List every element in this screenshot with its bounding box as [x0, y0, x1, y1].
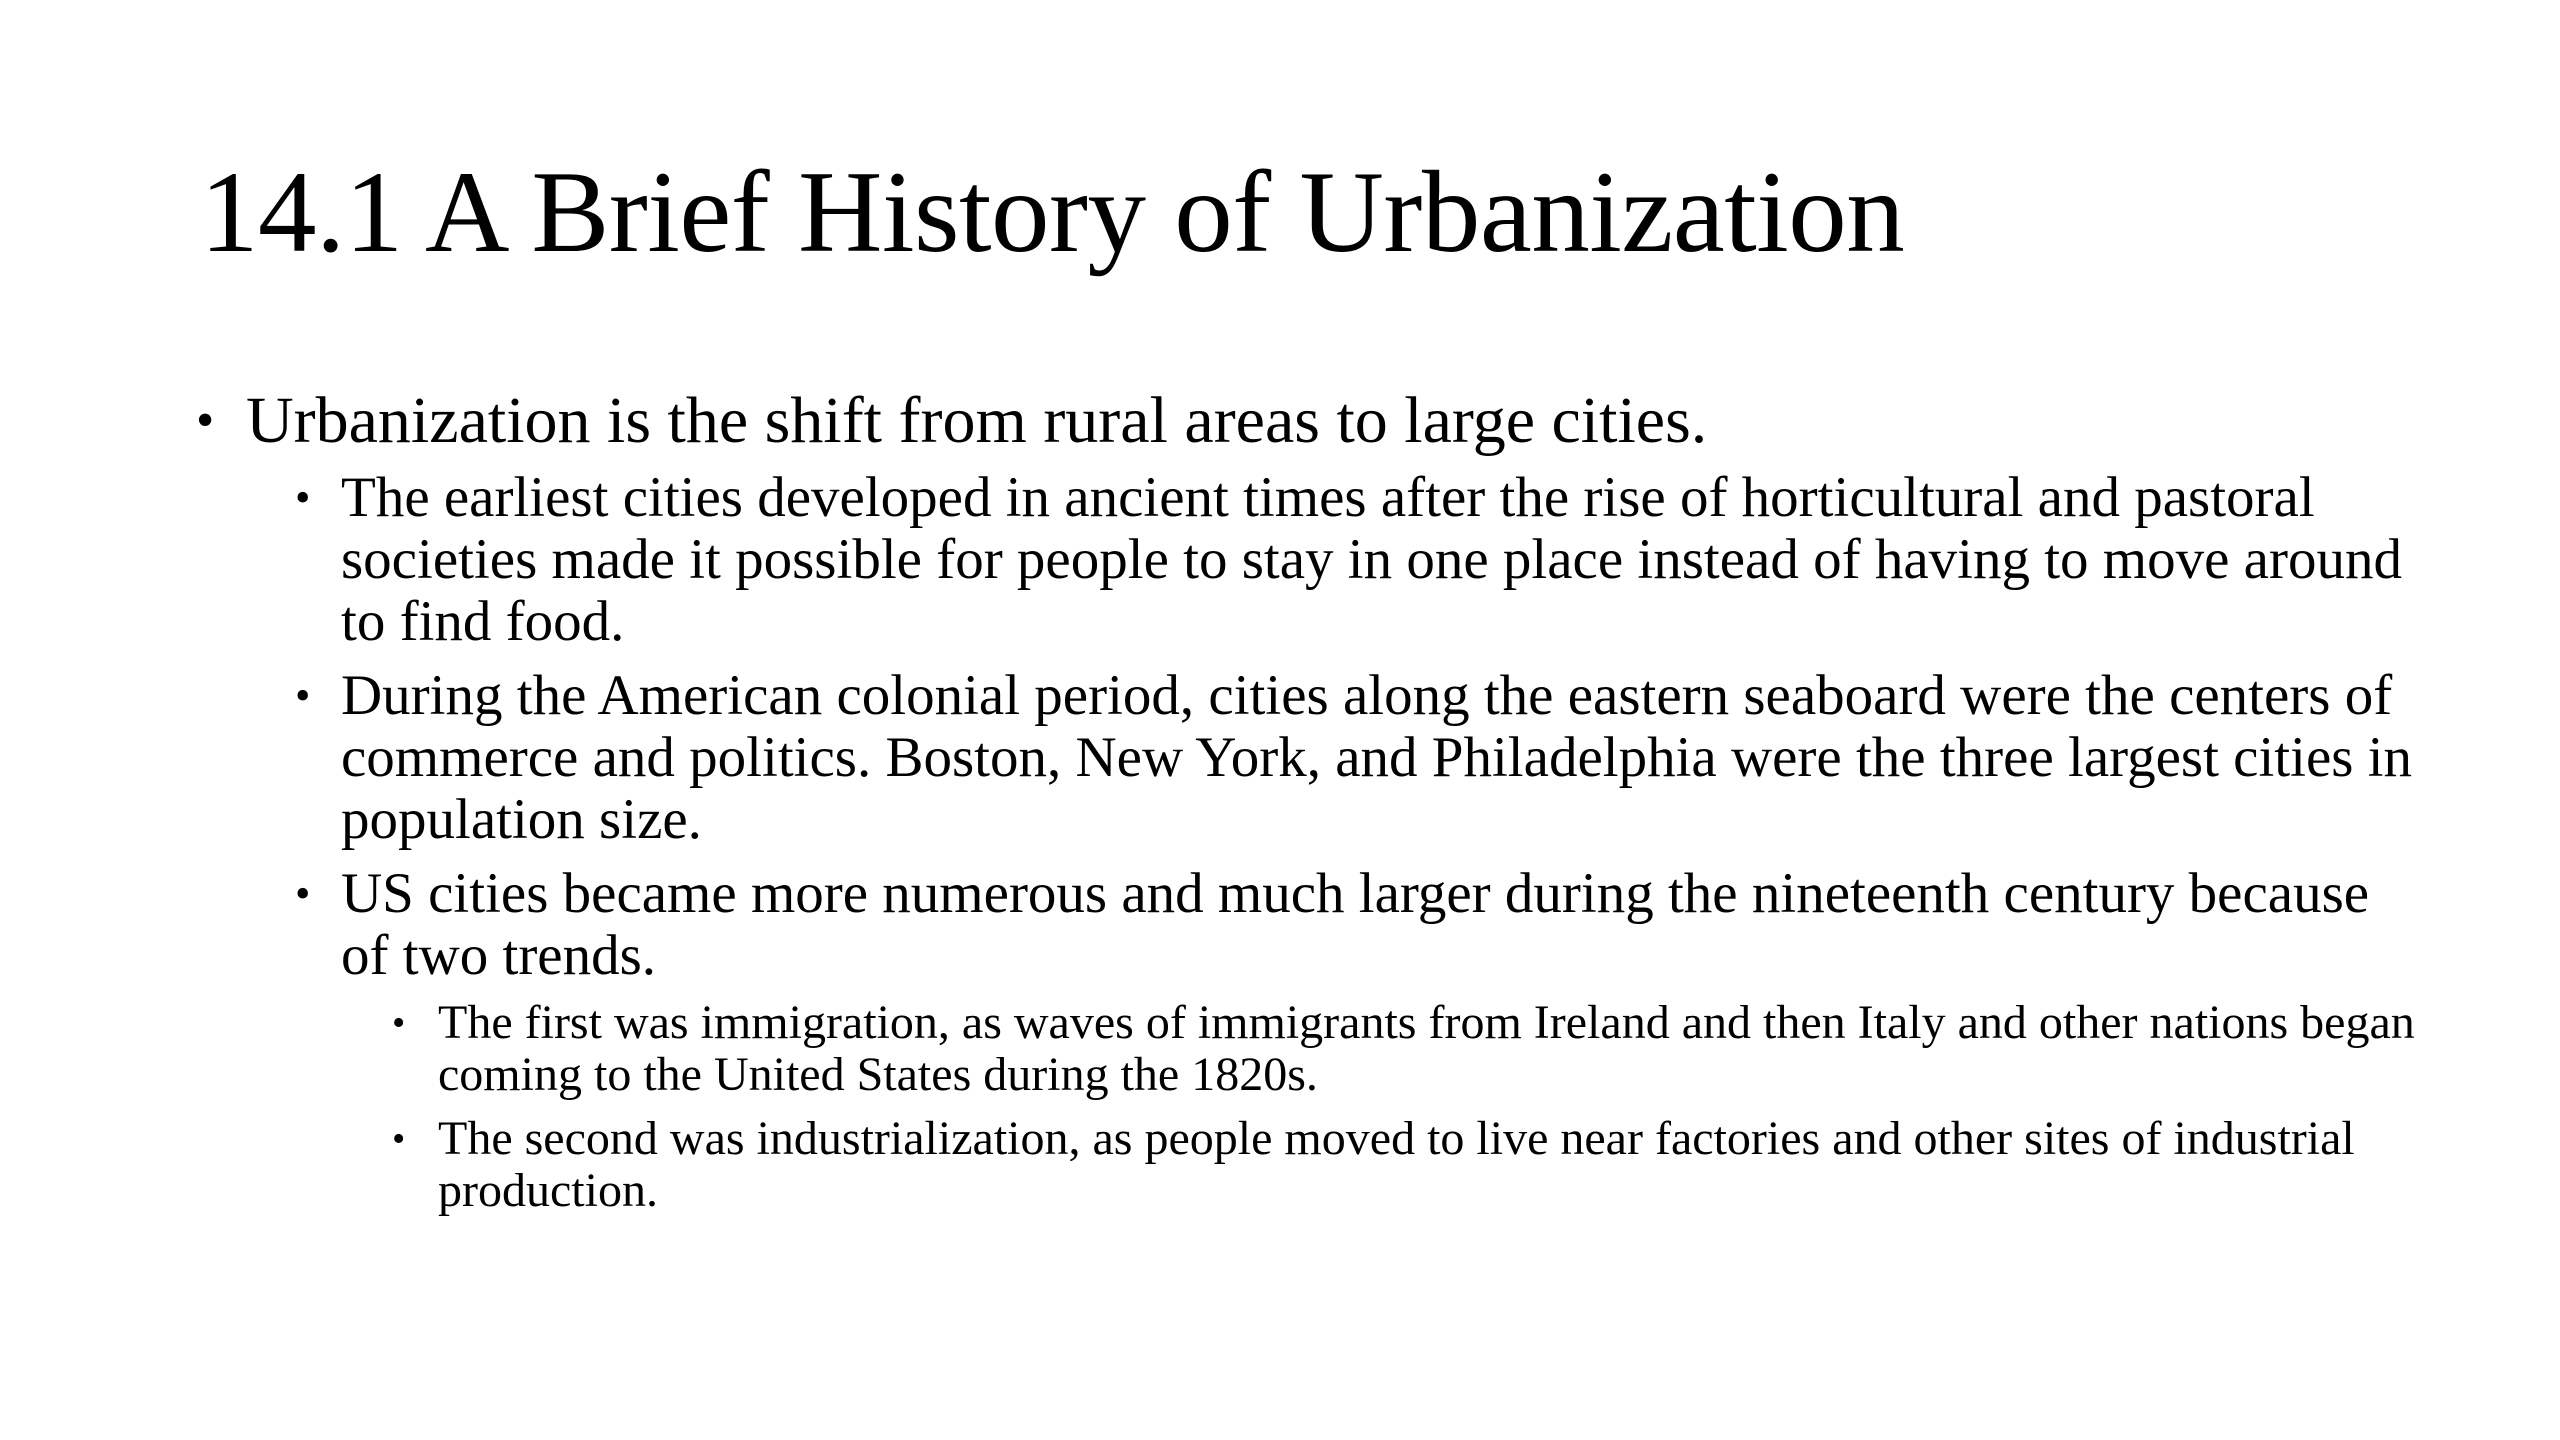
bullet-level-3	[392, 997, 2560, 1101]
bullet-level-1	[196, 383, 2560, 459]
slide-body	[0, 383, 2560, 1217]
bullet-text: During the American colonial period, cities along the eastern seaboard were the centers of commerce and politics. Boston, New York, and Philadelphia were the three largest cities in population size.	[341, 664, 2413, 851]
bullet-level-2	[295, 467, 2560, 653]
bullet-level-2	[295, 665, 2560, 851]
bullet-level-2	[295, 863, 2560, 987]
bullet-text: The second was industrialization, as people moved to live near factories and other sites of industrial production.	[438, 1112, 2355, 1217]
bullet-dot-icon: •	[196, 392, 215, 449]
slide-title: 14.1 A Brief History of Urbanization	[200, 148, 1905, 277]
bullet-text: US cities became more numerous and much larger during the nineteenth century because of two trends.	[341, 862, 2370, 987]
bullet-text: The earliest cities developed in ancient times after the rise of horticultural and pastoral societies made it possible for people to stay in one place instead of having to move around to find food.	[341, 466, 2402, 653]
bullet-level-3	[392, 1113, 2560, 1217]
bullet-dot-icon: •	[295, 473, 311, 522]
bullet-dot-icon: •	[295, 869, 311, 918]
bullet-dot-icon: •	[392, 1002, 406, 1044]
bullet-dot-icon: •	[392, 1118, 406, 1160]
bullet-dot-icon: •	[295, 671, 311, 720]
bullet-text: The first was immigration, as waves of immigrants from Ireland and then Italy and other nations began coming to the United States during the 1820s.	[438, 996, 2415, 1101]
bullet-text: Urbanization is the shift from rural areas to large cities.	[246, 384, 1708, 457]
